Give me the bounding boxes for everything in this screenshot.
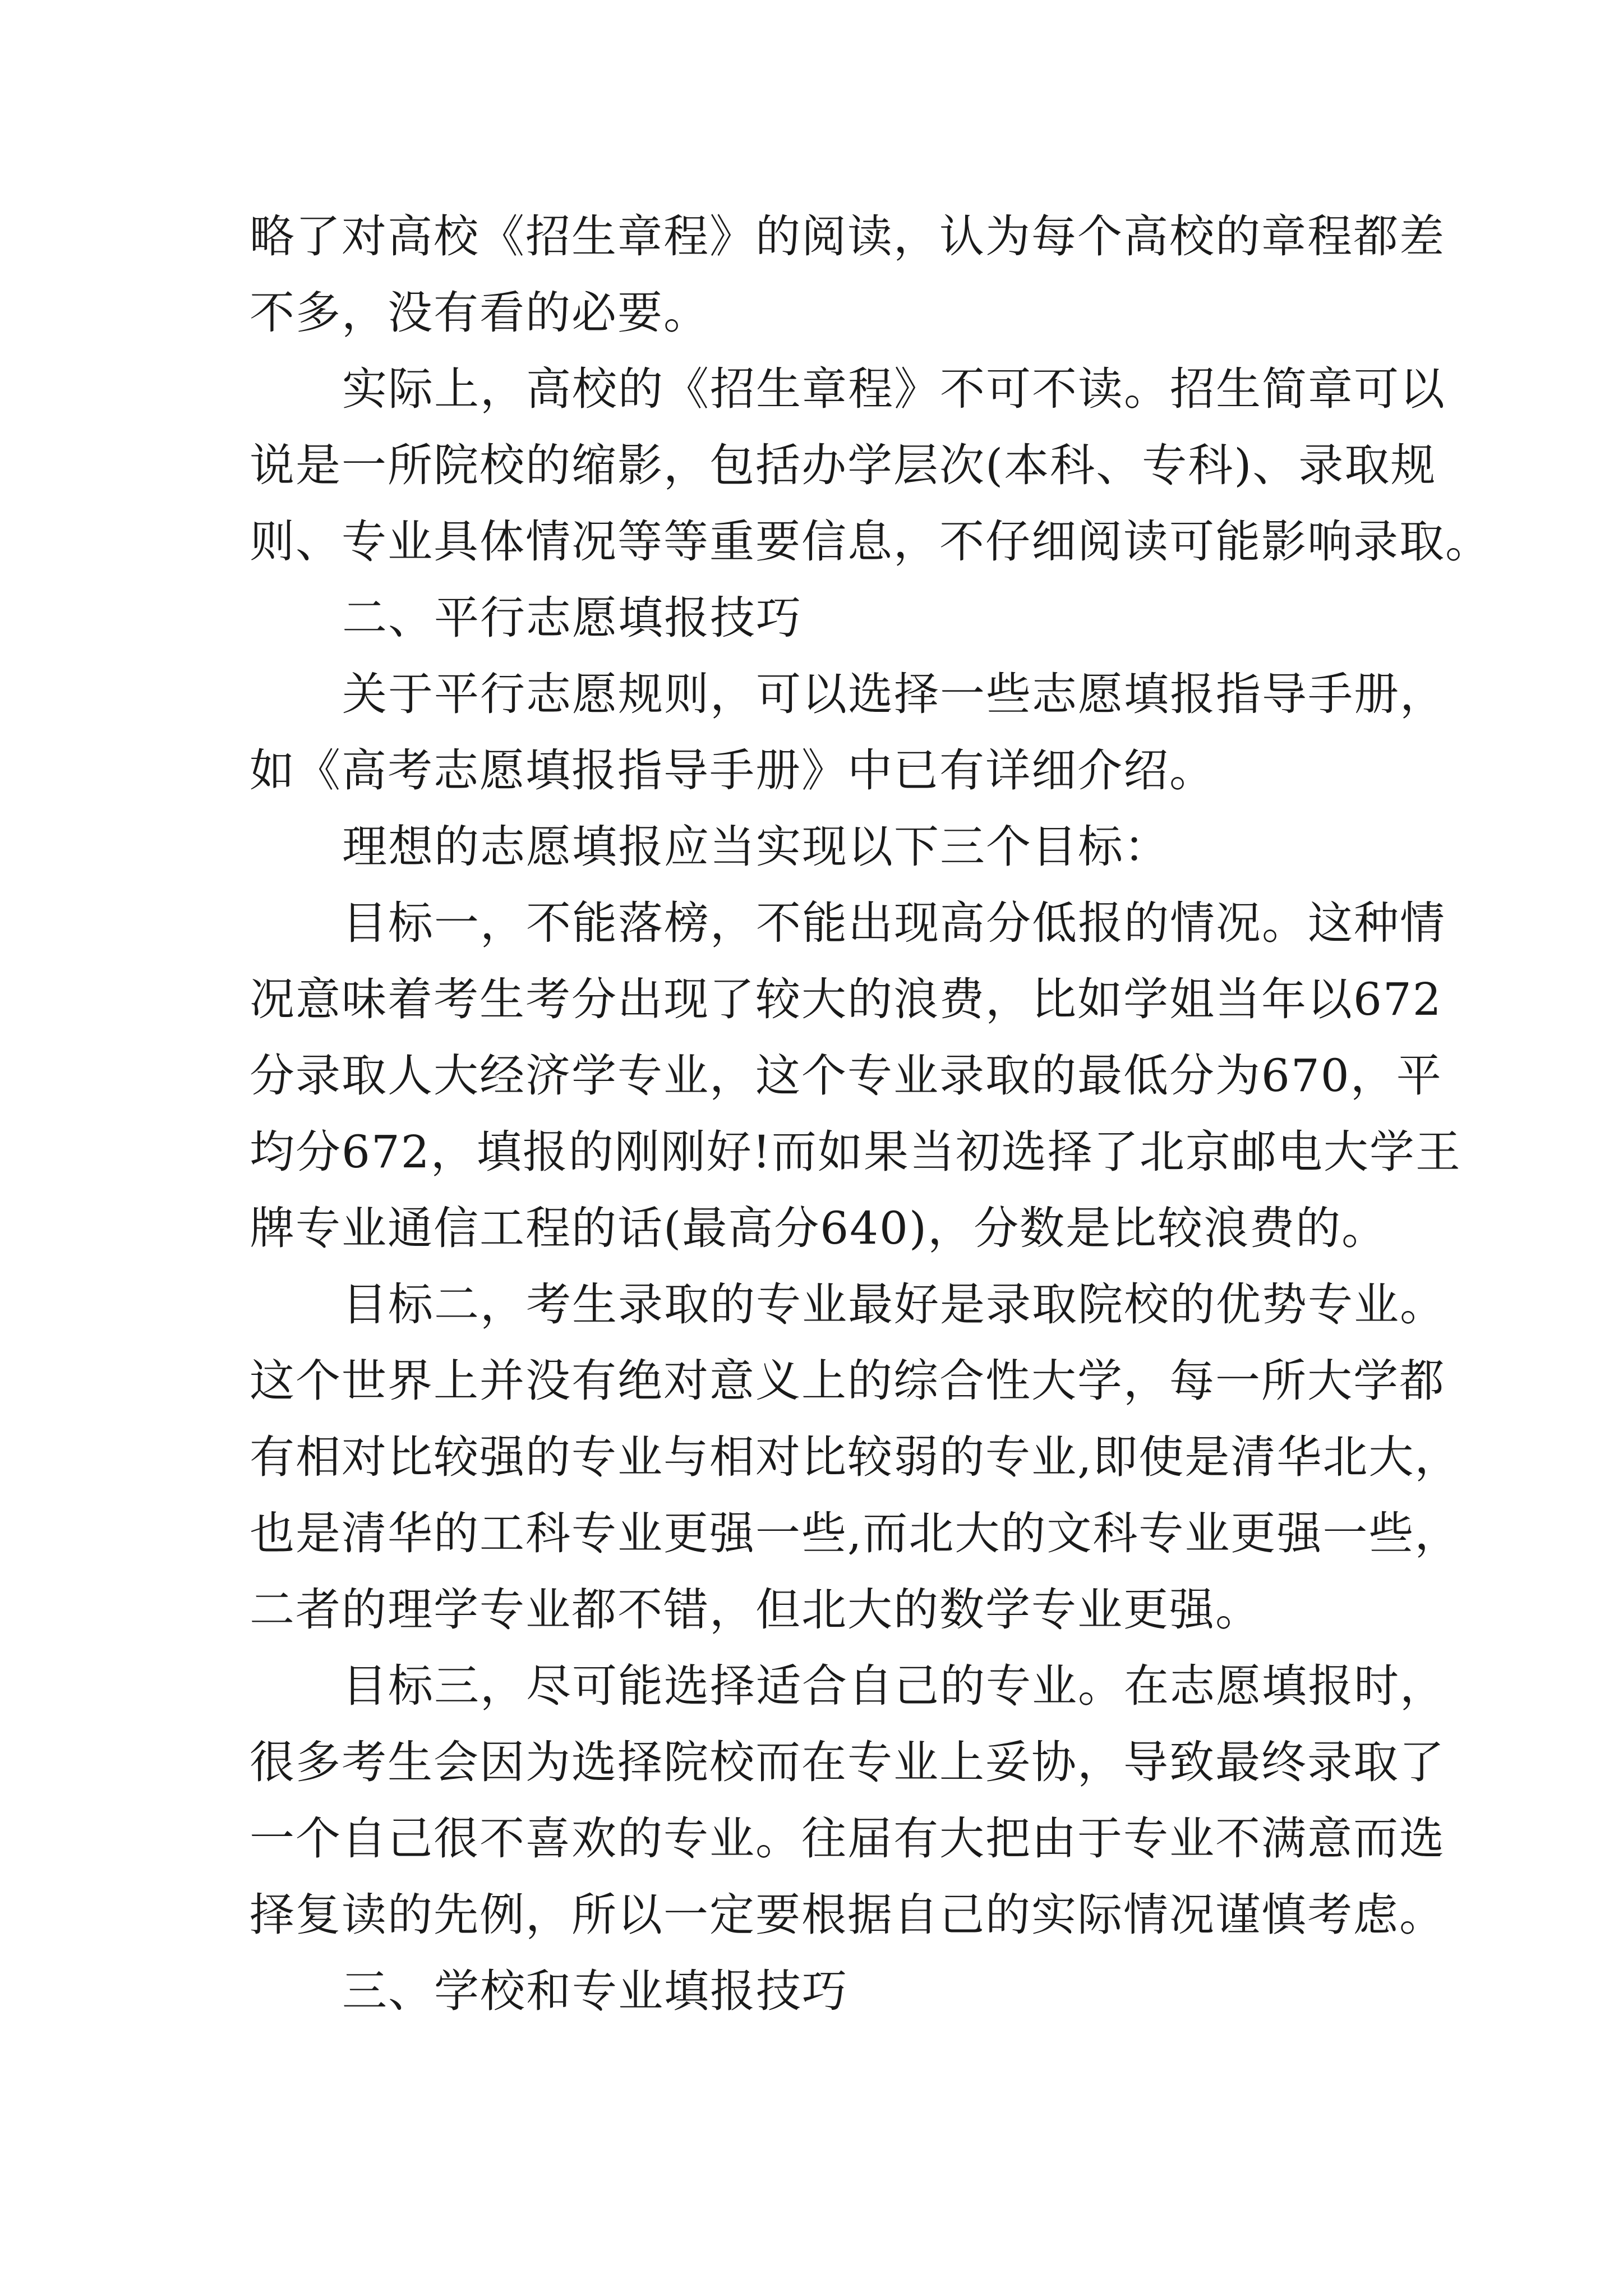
paragraph-first-line: 关于平行志愿规则，可以选择一些志愿填报指导手册， — [342, 668, 1446, 720]
body-text-line: 分录取人大经济学专业，这个专业录取的最低分为670，平 — [250, 1050, 1442, 1102]
body-text-line: 二者的理学专业都不错，但北大的数学专业更强。 — [250, 1584, 1261, 1636]
body-text-line: 略了对高校《招生章程》的阅读，认为每个高校的章程都差 — [250, 210, 1445, 263]
body-text-line: 很多考生会因为选择院校而在专业上妥协，导致最终录取了 — [250, 1736, 1445, 1788]
body-text-line: 一个自己很不喜欢的专业。往届有大把由于专业不满意而选 — [250, 1812, 1445, 1865]
body-text-line: 牌专业通信工程的话(最高分640)，分数是比较浪费的。 — [250, 1202, 1388, 1254]
paragraph-first-line: 目标二，考生录取的专业最好是录取院校的优势专业。 — [342, 1278, 1446, 1331]
body-text-line: 则、专业具体情况等等重要信息，不仔细阅读可能影响录取。 — [250, 516, 1491, 568]
body-text-line: 不多，没有看的必要。 — [250, 287, 709, 339]
body-text-line: 这个世界上并没有绝对意义上的综合性大学，每一所大学都 — [250, 1355, 1445, 1407]
body-text-line: 有相对比较强的专业与相对比较弱的专业,即使是清华北大， — [250, 1431, 1461, 1483]
paragraph-first-line: 目标一，不能落榜，不能出现高分低报的情况。这种情 — [342, 897, 1446, 949]
body-text-line: 择复读的先例，所以一定要根据自己的实际情况谨慎考虑。 — [250, 1889, 1445, 1941]
body-text-line: 说是一所院校的缩影，包括办学层次(本科、专科)、录取规 — [250, 439, 1437, 491]
body-text-line: 况意味着考生考分出现了较大的浪费，比如学姐当年以672 — [250, 973, 1442, 1025]
paragraph-first-line: 实际上，高校的《招生章程》不可不读。招生简章可以 — [342, 363, 1446, 415]
section-heading: 三、学校和专业填报技巧 — [342, 1965, 848, 2017]
section-heading: 二、平行志愿填报技巧 — [342, 592, 802, 644]
paragraph-first-line: 理想的志愿填报应当实现以下三个目标： — [342, 821, 1170, 873]
body-text-line: 均分672，填报的刚刚好!而如果当初选择了北京邮电大学王 — [250, 1126, 1461, 1178]
body-text-line: 也是清华的工科专业更强一些,而北大的文科专业更强一些， — [250, 1507, 1461, 1559]
body-text-line: 如《高考志愿填报指导手册》中已有详细介绍。 — [250, 744, 1215, 797]
paragraph-first-line: 目标三，尽可能选择适合自己的专业。在志愿填报时， — [342, 1660, 1446, 1712]
